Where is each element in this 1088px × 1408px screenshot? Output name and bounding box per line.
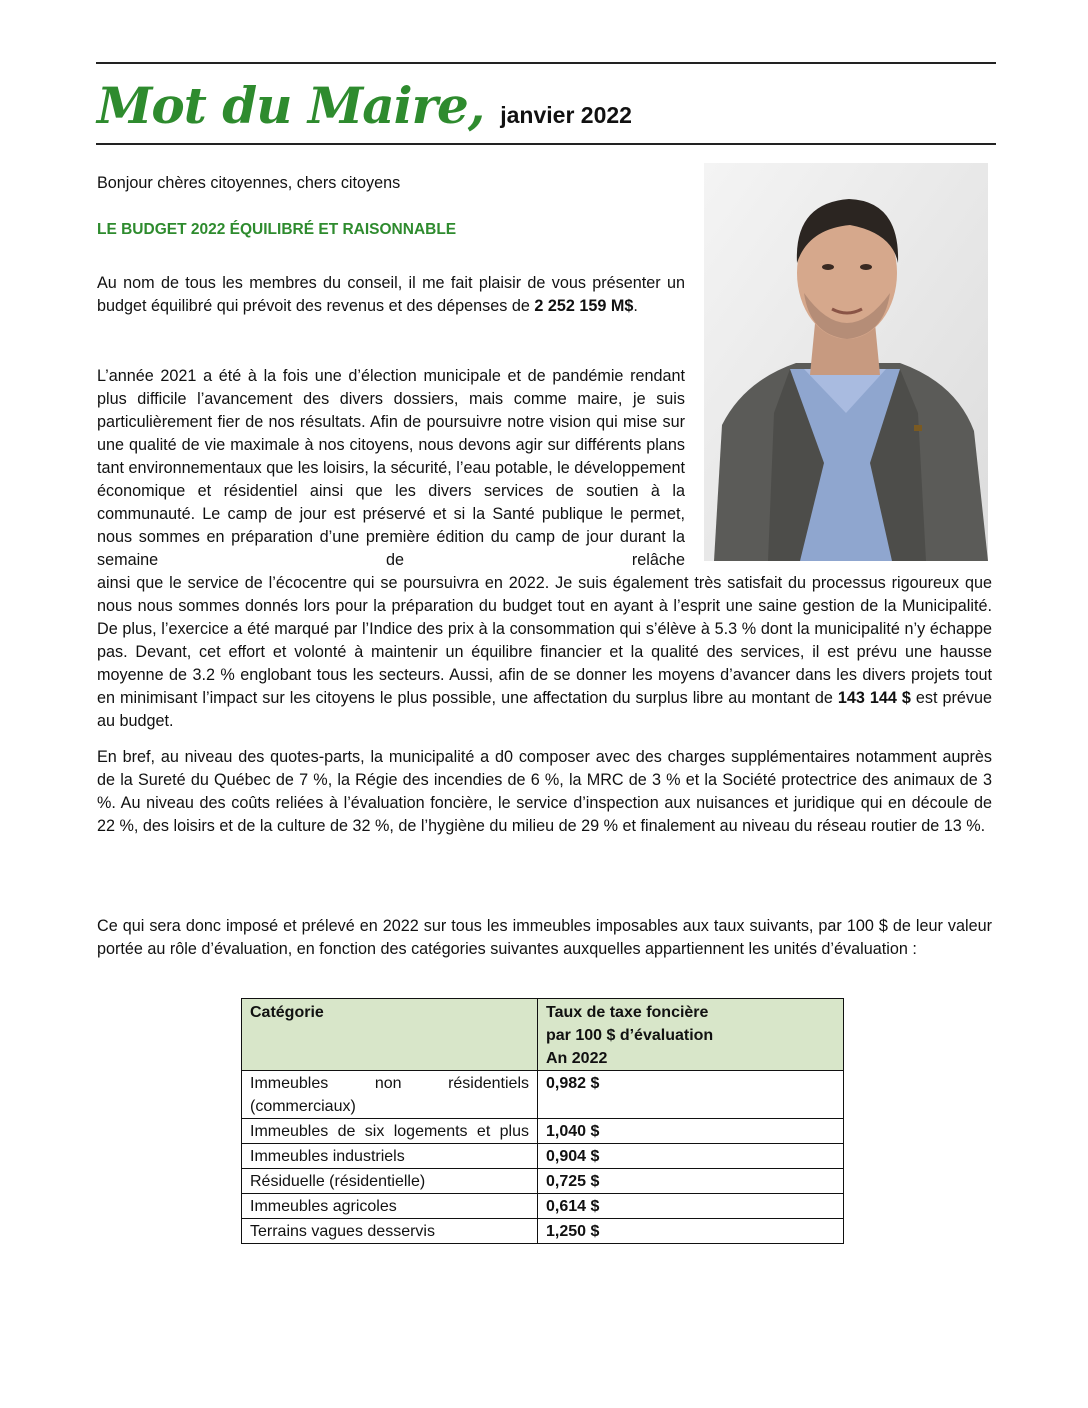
rate-cell: 1,250 $ (538, 1219, 844, 1244)
paragraph-end: est prévue au budget. (97, 689, 993, 730)
table-row (242, 1119, 844, 1144)
paragraph-end: . (633, 297, 638, 315)
page-title: Mot du Maire, (97, 76, 485, 135)
table-row (242, 1219, 844, 1244)
category-cell: Terrains vagues desservis (242, 1219, 538, 1244)
section-heading: LE BUDGET 2022 ÉQUILIBRÉ ET RAISONNABLE (97, 221, 457, 238)
rate-cell: 1,040 $ (538, 1119, 844, 1144)
rate-cell: 0,614 $ (538, 1194, 844, 1219)
budget-amount: 2 252 159 M$ (534, 297, 634, 315)
paragraph-quotas: En bref, au niveau des quotes-parts, la municipalité a d0 composer avec des charges supplémentaires notamment auprès de la Sureté du Québec de 7 %, la Régie des incendies de 6 %, la MRC de 3 % et la Société protectrice des animaux de 3 %. Au niveau des coûts reliées à l’évaluation foncière, le service d’inspection aux nuisances et juridique qui en découle de 22 %, des loisirs et de la culture de 32 %, de l’hygiène du milieu de 29 % et finalement au niveau du réseau routier de 13 %. (97, 748, 992, 835)
header-rate-line-3: An 2022 (546, 1050, 608, 1067)
paragraph-text: Au nom de tous les membres du conseil, il me fait plaisir de vous présenter un budget équilibré qui prévoit des revenus et des dépenses de (97, 274, 685, 315)
paragraph-text-wide: ainsi que le service de l’écocentre qui se poursuivra en 2022. Je suis également très satisfait du processus rigoureux que nous nous sommes donnés lors pour la préparation du budget tout en ayant à l’esprit une saine gestion de la Municipalité. De plus, l’exercice a été marqué par l’Indice des prix à la consommation qui s’élève à 5.3 % dont la municipalité n’y échappe pas. Devant, cet effort et volonté à maintenir un équilibre financier et la qualité des services, il est prévu une hausse moyenne de 3.2 % englobant tous les secteurs. Aussi, afin de se donner les moyens d’avancer dans les divers projets tout en minimisant l’impact sur les citoyens le plus possible, une affectation du surplus libre au montant de (97, 574, 992, 707)
table-row (242, 1169, 844, 1194)
category-cell: Résiduelle (résidentielle) (242, 1169, 538, 1194)
header-rule (96, 143, 996, 145)
surplus-amount: 143 144 $ (837, 689, 911, 707)
table-row (242, 1194, 844, 1219)
table-row (242, 1144, 844, 1169)
page-header (97, 76, 632, 140)
rate-cell: 0,982 $ (538, 1071, 844, 1119)
header-rate (538, 999, 844, 1071)
paragraph-text-narrow: L’année 2021 a été à la fois une d’élection municipale et de pandémie rendant plus difficile l’avancement des divers dossiers, mais comme maire, je suis particulièrement fier de nos résultats. Afin de poursuivre notre vision qui mise sur une qualité de vie maximale à nos citoyens, nous devons agir sur différents plans tant environnementaux que les loisirs, la sécurité, l’eau potable, le développement économique et résidentiel ainsi que les divers services de soutien à la communauté. Le camp de jour est préservé et si la Santé publique le permet, nous sommes en préparation d’une première édition du camp de jour durant la semaine de relâche (97, 367, 685, 569)
header-rate-line-2: par 100 $ d’évaluation (546, 1027, 714, 1044)
paragraph-tax-intro: Ce qui sera donc imposé et prélevé en 2022 sur tous les immeubles imposables aux taux suivants, par 100 $ de leur valeur portée au rôle d’évaluation, en fonction des catégories suivantes auxquelles appartiennent les unités d’évaluation : (97, 917, 992, 958)
greeting: Bonjour chères citoyennes, chers citoyens (97, 174, 401, 192)
tax-rate-table (241, 998, 844, 1244)
issue-date: janvier 2022 (500, 102, 632, 128)
top-rule (96, 62, 996, 64)
table-header-row (242, 999, 844, 1071)
category-cell: Immeubles industriels (242, 1144, 538, 1169)
rate-cell: 0,725 $ (538, 1169, 844, 1194)
rate-cell: 0,904 $ (538, 1144, 844, 1169)
paragraph-2021-review (97, 365, 992, 733)
category-cell: Immeubles de six logements et plus (242, 1119, 538, 1144)
category-cell: Immeubles agricoles (242, 1194, 538, 1219)
paragraph-budget-intro (97, 272, 685, 318)
table-row (242, 1071, 844, 1119)
category-cell: Immeubles non résidentiels (commerciaux) (242, 1071, 538, 1119)
header-category: Catégorie (242, 999, 538, 1071)
header-rate-line-1: Taux de taxe foncière (546, 1004, 709, 1021)
